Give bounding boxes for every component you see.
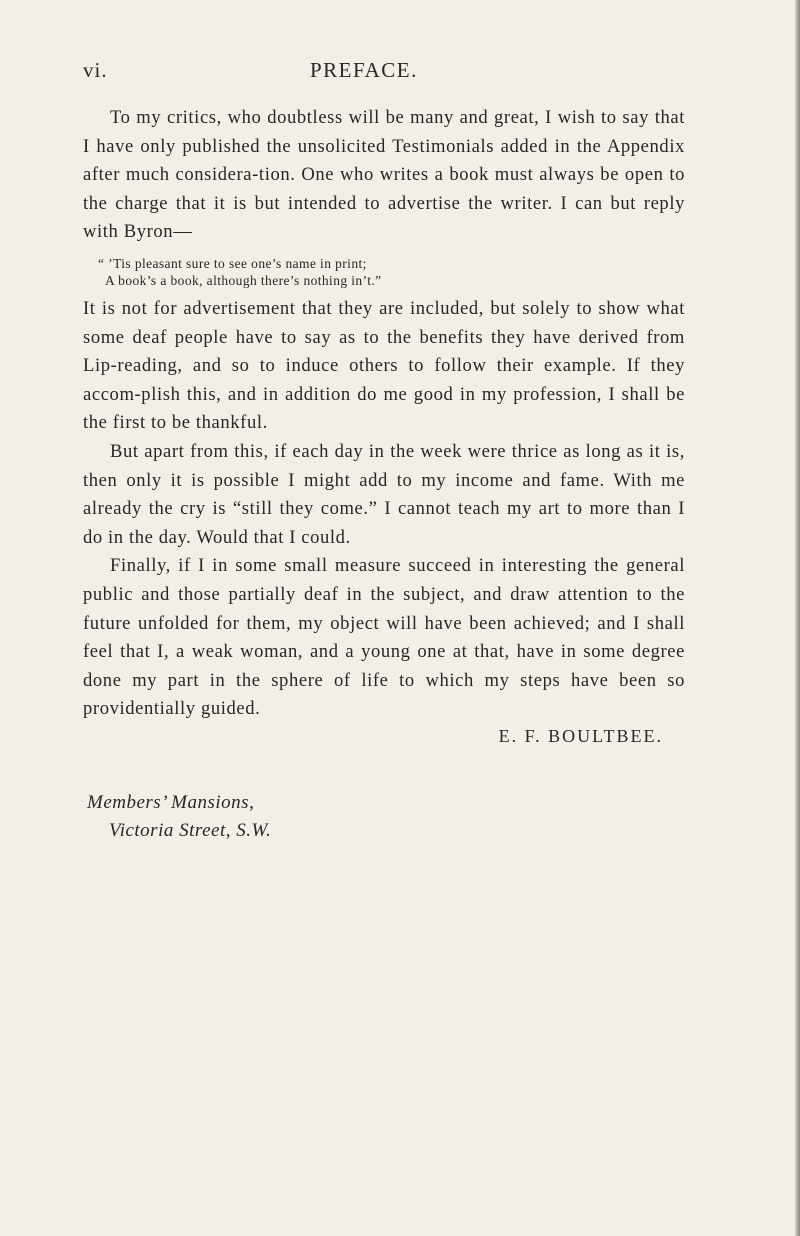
paragraph-purpose: It is not for advertisement that they are included, but solely to show what some deaf people have to say as to the benefits they have derived from Lip-reading, and so to induce others to follow their example. If they accom-plish this, and in addition do me good in my profession, I shall be the first to be thankful. xyxy=(83,297,685,434)
quote-line-1: “ ’Tis pleasant sure to see one’s name in print; xyxy=(98,255,367,271)
page-header xyxy=(0,58,800,88)
address-line-1: Members’ Mansions, xyxy=(87,791,255,813)
paragraph-finally: Finally, if I in some small measure succeed in interesting the general public and those partially deaf in the subject, and draw attention to the future unfolded for them, my object will have been achieved; and I shall feel that I, a weak woman, and a young one at that, have in some degree done my part in the sphere of life to which my steps have been so providentially guided. xyxy=(83,555,685,720)
address-line-2: Victoria Street, S.W. xyxy=(109,819,272,841)
page-edge-shadow xyxy=(795,0,800,1236)
page-number: vi. xyxy=(83,58,108,82)
quote-line-2: A book’s a book, although there’s nothing in’t.” xyxy=(105,272,382,288)
byron-quote xyxy=(83,255,685,289)
paragraph-time: But apart from this, if each day in the week were thrice as long as it is, then only it is possible I might add to my income and fame. With me already the cry is “still they come.” I cannot teach my art to more than I do in the day. Would that I could. xyxy=(83,440,685,548)
running-head: PREFACE. xyxy=(310,58,418,82)
paragraph-critics: To my critics, who doubtless will be many and great, I wish to say that I have only published the unsolicited Testimonials added in the Appendix after much considera-tion. One who writes a book must always be open to the charge that it is but intended to advertise the writer. I can but reply with Byron— xyxy=(83,107,685,243)
author-signature: E. F. BOULTBEE. xyxy=(498,725,663,746)
author-address xyxy=(83,789,685,845)
preface-body xyxy=(83,104,685,845)
